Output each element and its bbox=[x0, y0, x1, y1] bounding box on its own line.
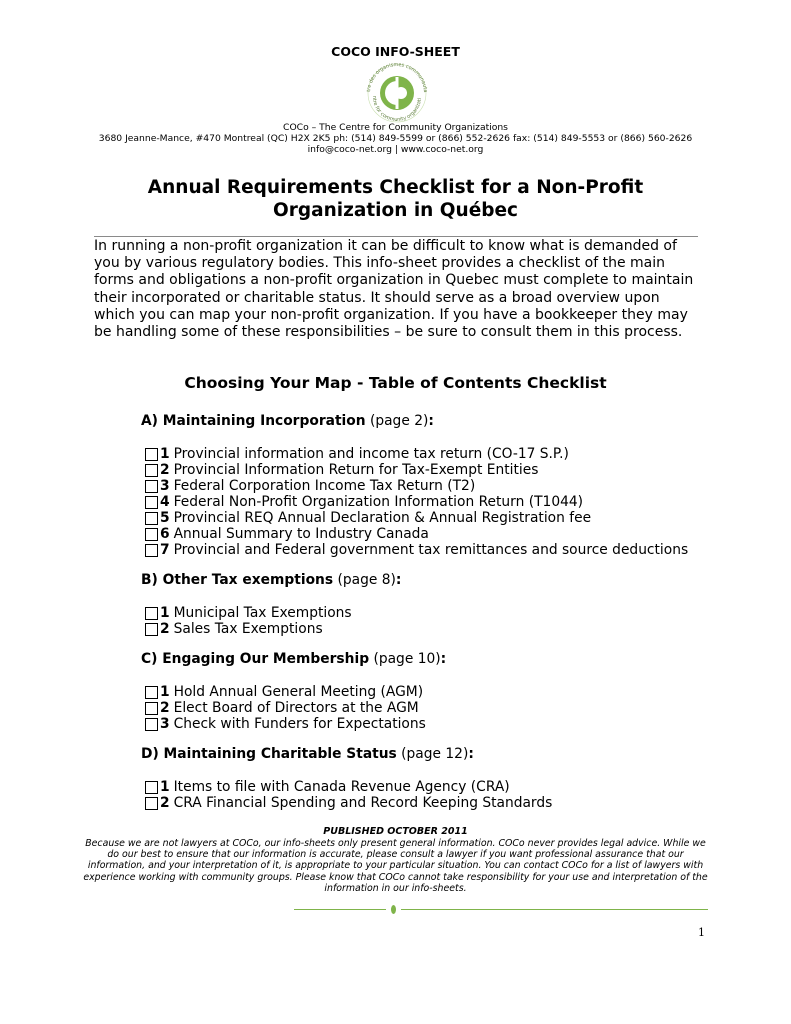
checkbox[interactable] bbox=[145, 528, 158, 541]
org-address: 3680 Jeanne-Mance, #470 Montreal (QC) H2X 2K5 ph: (514) 849-5599 or (866) 552-2626 fax: (514) 849-5553 or (866) 560-2626 bbox=[98, 133, 693, 144]
section-page: (page 10) bbox=[369, 651, 441, 667]
section-d-heading bbox=[141, 746, 474, 762]
published-date: PUBLISHED OCTOBER 2011 bbox=[323, 826, 468, 837]
checkbox[interactable] bbox=[145, 512, 158, 525]
checkbox[interactable] bbox=[145, 781, 158, 794]
checkbox[interactable] bbox=[145, 464, 158, 477]
section-title: A) Maintaining Incorporation bbox=[141, 413, 366, 429]
checkbox[interactable] bbox=[145, 797, 158, 810]
title-divider bbox=[94, 236, 698, 237]
checklist-item[interactable] bbox=[145, 795, 552, 811]
section-title: B) Other Tax exemptions bbox=[141, 572, 334, 588]
item-number: 1 bbox=[160, 446, 170, 462]
item-number: 5 bbox=[160, 510, 170, 526]
item-number: 2 bbox=[160, 700, 170, 716]
org-contact: info@coco-net.org | www.coco-net.org bbox=[307, 144, 484, 155]
footer-line-left bbox=[294, 909, 386, 910]
checklist-item[interactable] bbox=[145, 700, 419, 716]
item-text: Federal Non-Profit Organization Information Return (T1044) bbox=[173, 494, 584, 510]
checkbox[interactable] bbox=[145, 496, 158, 509]
checkbox[interactable] bbox=[145, 686, 158, 699]
item-text: Check with Funders for Expectations bbox=[173, 716, 426, 732]
footer-line-right bbox=[401, 909, 708, 910]
section-colon: : bbox=[395, 572, 402, 588]
item-number: 1 bbox=[160, 605, 170, 621]
checklist-item[interactable] bbox=[145, 779, 510, 795]
section-title: C) Engaging Our Membership bbox=[141, 651, 370, 667]
section-title: D) Maintaining Charitable Status bbox=[141, 746, 397, 762]
item-text: Hold Annual General Meeting (AGM) bbox=[173, 684, 424, 700]
title-line-2: Organization in Québec bbox=[273, 200, 518, 221]
item-number: 1 bbox=[160, 779, 170, 795]
toc-heading: Choosing Your Map - Table of Contents Checklist bbox=[184, 374, 607, 392]
checklist-item[interactable] bbox=[145, 621, 323, 637]
item-number: 2 bbox=[160, 462, 170, 478]
checklist-item[interactable] bbox=[145, 462, 538, 478]
item-number: 1 bbox=[160, 684, 170, 700]
checklist-item[interactable] bbox=[145, 510, 591, 526]
item-number: 3 bbox=[160, 478, 170, 494]
checkbox[interactable] bbox=[145, 544, 158, 557]
item-number: 7 bbox=[160, 542, 170, 558]
item-text: Provincial Information Return for Tax-Exempt Entities bbox=[173, 462, 539, 478]
item-number: 3 bbox=[160, 716, 170, 732]
item-text: Elect Board of Directors at the AGM bbox=[173, 700, 419, 716]
section-colon: : bbox=[440, 651, 447, 667]
title-line-1: Annual Requirements Checklist for a Non-Profit bbox=[147, 177, 644, 198]
item-text: Municipal Tax Exemptions bbox=[173, 605, 352, 621]
section-page: (page 12) bbox=[396, 746, 469, 762]
checkbox[interactable] bbox=[145, 448, 158, 461]
item-number: 4 bbox=[160, 494, 170, 510]
section-page: (page 8) bbox=[333, 572, 396, 588]
info-sheet-label: COCO INFO-SHEET bbox=[331, 44, 460, 59]
item-number: 6 bbox=[160, 526, 170, 542]
checklist-item[interactable] bbox=[145, 526, 429, 542]
checklist-item[interactable] bbox=[145, 446, 569, 462]
checklist-item[interactable] bbox=[145, 478, 475, 494]
checkbox[interactable] bbox=[145, 718, 158, 731]
item-text: Annual Summary to Industry Canada bbox=[173, 526, 429, 542]
item-text: Provincial REQ Annual Declaration & Annual Registration fee bbox=[173, 510, 592, 526]
item-number: 2 bbox=[160, 621, 170, 637]
item-text: Federal Corporation Income Tax Return (T2) bbox=[173, 478, 476, 494]
item-text: Provincial information and income tax return (CO-17 S.P.) bbox=[173, 446, 569, 462]
page-number: 1 bbox=[698, 926, 705, 939]
item-number: 2 bbox=[160, 795, 170, 811]
item-text: CRA Financial Spending and Record Keeping Standards bbox=[173, 795, 553, 811]
org-name: COCo – The Centre for Community Organizations bbox=[283, 122, 508, 133]
checklist-item[interactable] bbox=[145, 605, 352, 621]
checklist-item[interactable] bbox=[145, 494, 583, 510]
section-colon: : bbox=[468, 746, 474, 762]
footer-leaf-icon bbox=[391, 905, 396, 914]
section-colon: : bbox=[428, 413, 434, 429]
item-text: Provincial and Federal government tax remittances and source deductions bbox=[173, 542, 689, 558]
section-a-heading bbox=[141, 413, 434, 429]
intro-paragraph: In running a non-profit organization it can be difficult to know what is demanded of you by various regulatory bodies. This info-sheet provides a checklist of the main forms and obligations a non-profit organization in Quebec must complete to maintain their incorporated or charitable status. It should serve as a broad overview upon which you can map your non-profit organization. If you have a bookkeeper they may be handling some of these responsibilities – be sure to consult them in this process. bbox=[94, 238, 694, 341]
checkbox[interactable] bbox=[145, 623, 158, 636]
legal-disclaimer: Because we are not lawyers at COCo, our info-sheets only present general information. COCo never provides legal advice. While we do our best to ensure that our information is accurate, please consult a lawyer if you want professional assurance that our information, and your interpretation of it, is appropriate to your particular situation. You can contact COCo for a list of lawyers with experience working with community groups. Please know that COCo cannot take responsibility for your use and interpretation of the information in our info-sheets. bbox=[83, 838, 708, 894]
section-page: (page 2) bbox=[365, 413, 429, 429]
item-text: Items to file with Canada Revenue Agency (CRA) bbox=[173, 779, 510, 795]
coco-logo bbox=[361, 57, 433, 123]
item-text: Sales Tax Exemptions bbox=[173, 621, 323, 637]
checklist-item[interactable] bbox=[145, 542, 688, 558]
svg-text:Centre for community organizat: ntre for community organizati bbox=[370, 95, 423, 123]
checkbox[interactable] bbox=[145, 607, 158, 620]
section-b-heading bbox=[141, 572, 401, 588]
checkbox[interactable] bbox=[145, 702, 158, 715]
svg-text:Centre des organismes communau: tre des organismes communauta bbox=[366, 61, 429, 93]
checklist-item[interactable] bbox=[145, 684, 423, 700]
document-title bbox=[0, 176, 791, 222]
checkbox[interactable] bbox=[145, 480, 158, 493]
section-c-heading bbox=[141, 651, 446, 667]
checklist-item[interactable] bbox=[145, 716, 426, 732]
